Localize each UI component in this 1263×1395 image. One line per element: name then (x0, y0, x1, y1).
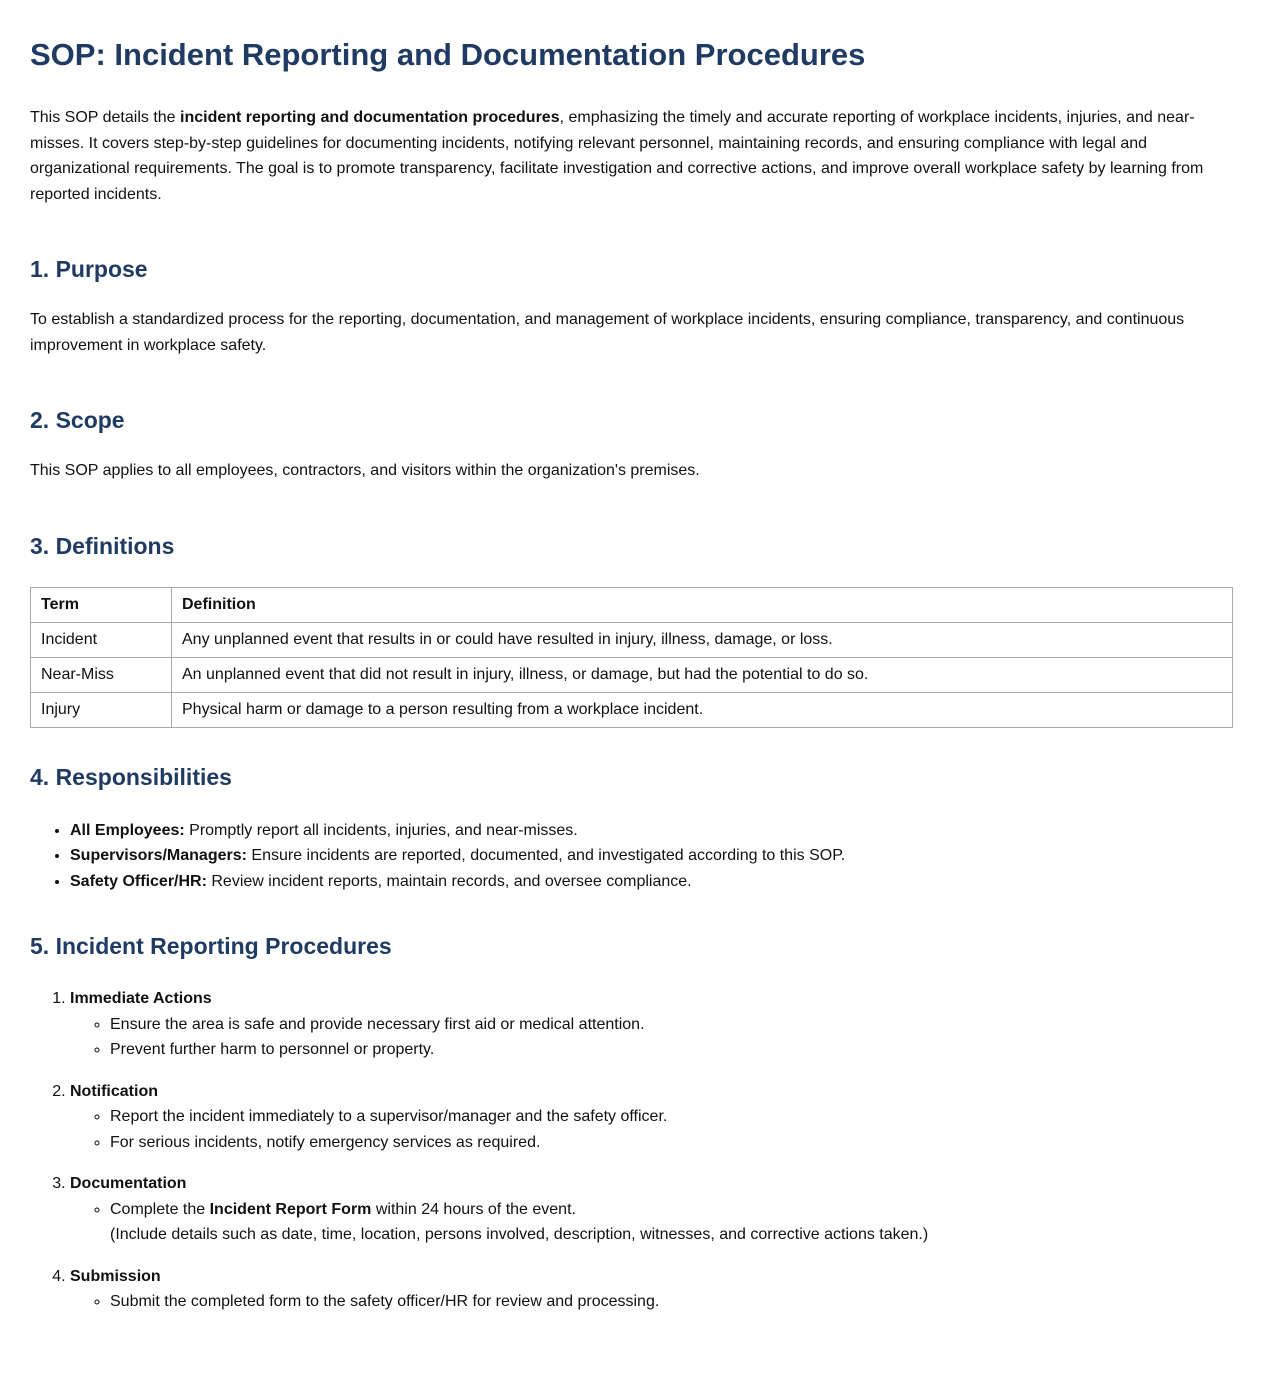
column-header-definition: Definition (172, 587, 1233, 622)
sop-document (0, 38, 1263, 1315)
table-header-row (31, 587, 1233, 622)
step-title: Submission (70, 1267, 161, 1285)
scope-text: This SOP applies to all employees, contractors, and visitors within the organization's premises. (30, 462, 700, 479)
intro-text-start: This SOP details the (30, 109, 180, 126)
list-item: ◦ Ensure the area is safe and provide necessary first aid or medical attention. (110, 1012, 1233, 1038)
role-label: Safety Officer/HR: (70, 872, 207, 890)
role-description: Ensure incidents are reported, documented, and investigated according to this SOP. (246, 847, 846, 864)
term-cell: Incident (31, 622, 172, 657)
table-row (31, 622, 1233, 657)
step-items (70, 1289, 1233, 1315)
list-item (70, 818, 1233, 844)
definitions-table (30, 587, 1233, 728)
step-items (70, 1104, 1233, 1155)
responsibilities-heading: 4. Responsibilities (30, 763, 232, 790)
definition-cell: An unplanned event that did not result in injury, illness, or damage, but had the potential to do so. (172, 657, 1233, 692)
step-items (70, 1012, 1233, 1063)
list-item: ◦ Prevent further harm to personnel or property. (110, 1037, 1233, 1063)
doc-text-start: Complete the (110, 1200, 210, 1218)
definition-cell: Physical harm or damage to a person resulting from a workplace incident. (172, 692, 1233, 727)
role-label: Supervisors/Managers: (70, 847, 247, 864)
procedure-step (70, 1079, 1233, 1156)
definitions-heading: 3. Definitions (30, 532, 175, 559)
term-cell: Near-Miss (31, 657, 172, 692)
list-item (70, 869, 1233, 895)
role-description: Review incident reports, maintain records, and oversee compliance. (206, 872, 692, 890)
purpose-text: To establish a standardized process for the reporting, documentation, and management of workplace incidents, ensuring compliance, transparency, and continuous improvement in workplace safety. (30, 311, 1185, 354)
intro-text-end: , emphasizing the timely and accurate reporting of workplace incidents, injuries, and near-misses. It covers step-by-step guidelines for documenting incidents, notifying relevant personnel, maintaining records, and ensuring compliance with legal and organizational requirements. The goal is to promote transparency, facilitate investigation and corrective actions, and improve overall workplace safety by learning from reported incidents. (30, 109, 1204, 203)
doc-note: (Include details such as date, time, location, persons involved, description, witnesses, and corrective actions taken.) (110, 1226, 929, 1243)
procedure-step (70, 986, 1233, 1063)
step-title: Immediate Actions (70, 990, 212, 1007)
scope-heading: 2. Scope (30, 407, 125, 433)
term-cell: Injury (31, 692, 172, 727)
procedures-heading: 5. Incident Reporting Procedures (30, 933, 392, 959)
list-item: ◦ Submit the completed form to the safety officer/HR for review and processing. (110, 1289, 1233, 1315)
list-item: ◦ For serious incidents, notify emergency services as required. (110, 1130, 1233, 1156)
procedures-list (30, 986, 1233, 1315)
form-name: Incident Report Form (209, 1200, 372, 1218)
procedure-step (70, 1264, 1233, 1315)
page-title: SOP: Incident Reporting and Documentation Procedures (30, 37, 866, 72)
step-title: Notification (70, 1082, 158, 1100)
list-item (70, 843, 1233, 869)
procedure-step (70, 1171, 1233, 1248)
role-description: Promptly report all incidents, injuries, and near-misses. (184, 821, 578, 839)
intro-paragraph (30, 105, 1233, 207)
doc-text-end: within 24 hours of the event. (371, 1200, 576, 1218)
intro-emphasis: incident reporting and documentation procedures (180, 109, 560, 126)
purpose-heading: 1. Purpose (30, 256, 148, 282)
table-row (31, 657, 1233, 692)
definition-cell: Any unplanned event that results in or could have resulted in injury, illness, damage, or loss. (172, 622, 1233, 657)
list-item (110, 1197, 1233, 1248)
step-items (70, 1197, 1233, 1248)
role-label: All Employees: (70, 821, 185, 839)
column-header-term: Term (31, 587, 172, 622)
responsibilities-list (30, 818, 1233, 895)
table-row (31, 692, 1233, 727)
step-title: Documentation (70, 1175, 187, 1192)
list-item: ◦ Report the incident immediately to a supervisor/manager and the safety officer. (110, 1104, 1233, 1130)
